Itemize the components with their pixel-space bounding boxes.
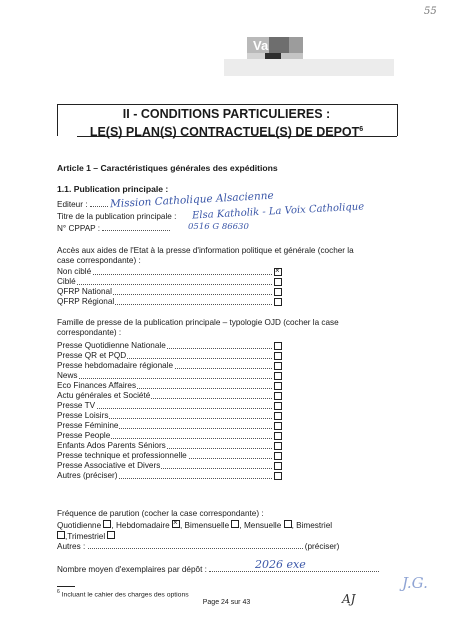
freq-quotidienne-label: Quotidienne — [57, 521, 102, 530]
aides-option-label: Ciblé — [57, 277, 76, 286]
aides-option-checkbox[interactable] — [274, 278, 282, 286]
corner-mark: 55 — [424, 6, 437, 17]
freq-autres-label: Autres : — [57, 542, 86, 551]
famille-option-row[interactable] — [57, 441, 282, 451]
cppap-field[interactable] — [57, 224, 170, 234]
titre-label: Titre de la publication principale : — [57, 212, 177, 221]
famille-option-row[interactable] — [57, 421, 282, 431]
editeur-value: Mission Catholique Alsacienne — [109, 189, 274, 211]
freq-bimensuelle-label: , Bimensuelle — [179, 521, 230, 530]
footnote — [57, 589, 189, 598]
famille-option-label: Eco Finances Affaires — [57, 381, 137, 390]
famille-option-row[interactable] — [57, 431, 282, 441]
famille-option-checkbox[interactable] — [274, 422, 282, 430]
famille-option-checkbox[interactable] — [274, 342, 282, 350]
frequence-line-1 — [57, 520, 332, 531]
title-line-2: LE(S) PLAN(S) CONTRACTUEL(S) DE DEPOT — [89, 125, 360, 140]
famille-option-checkbox[interactable] — [274, 372, 282, 380]
famille-option-checkbox[interactable] — [274, 402, 282, 410]
dot-leader — [57, 284, 272, 285]
famille-option-label: Presse QR et PQD — [57, 351, 127, 360]
famille-option-checkbox[interactable] — [274, 362, 282, 370]
nombre-label: Nombre moyen d'exemplaires par dépôt : — [57, 565, 207, 574]
aides-option-row[interactable] — [57, 277, 282, 287]
aides-option-label: QFRP Régional — [57, 297, 115, 306]
titre-field[interactable] — [57, 212, 176, 222]
famille-option-checkbox[interactable] — [274, 462, 282, 470]
famille-option-checkbox[interactable] — [274, 442, 282, 450]
aides-intro — [57, 246, 397, 266]
famille-option-row[interactable] — [57, 461, 282, 471]
freq-bimestriel-label: , Bimestriel — [291, 521, 333, 530]
famille-option-checkbox[interactable] — [274, 432, 282, 440]
cppap-label: N° CPPAP : — [57, 224, 101, 233]
famille-option-row[interactable] — [57, 371, 282, 381]
famille-option-checkbox[interactable] — [274, 352, 282, 360]
aides-option-checkbox[interactable] — [274, 268, 282, 276]
famille-intro-line-1: Famille de presse de la publication principale – typologie OJD (cocher la case — [57, 318, 339, 327]
famille-option-label: Presse TV — [57, 401, 96, 410]
freq-autres-suffix: (préciser) — [304, 542, 340, 551]
famille-option-label: Enfants Ados Parents Séniors — [57, 441, 166, 450]
famille-option-row[interactable] — [57, 351, 282, 361]
frequence-intro: Fréquence de parution (cocher la case correspondante) : — [57, 509, 264, 518]
page-title — [57, 107, 396, 140]
famille-option-label: Presse Quotidienne Nationale — [57, 341, 166, 350]
section-1-1-heading: 1.1. Publication principale : — [57, 184, 169, 194]
initials-right: J.G. — [402, 574, 428, 592]
famille-option-checkbox[interactable] — [274, 412, 282, 420]
famille-option-label: Presse Féminine — [57, 421, 119, 430]
famille-option-label: News — [57, 371, 78, 380]
freq-trimestriel-checkbox[interactable] — [107, 531, 115, 539]
article-1-heading: Article 1 – Caractéristiques générales des expéditions — [57, 163, 278, 173]
title-line-1: II - CONDITIONS PARTICULIERES : — [122, 107, 331, 121]
famille-option-row[interactable] — [57, 381, 282, 391]
famille-option-row[interactable] — [57, 361, 282, 371]
famille-option-row[interactable] — [57, 401, 282, 411]
frequence-autres[interactable] — [57, 542, 339, 552]
dot-leader — [57, 378, 272, 379]
aides-option-checkbox[interactable] — [274, 298, 282, 306]
aides-option-label: Non ciblé — [57, 267, 92, 276]
editeur-label: Editeur : — [57, 200, 88, 209]
logo-text-1: Va — [253, 38, 269, 53]
famille-intro-line-2: correspondante) : — [57, 328, 122, 337]
famille-option-checkbox[interactable] — [274, 392, 282, 400]
famille-option-row[interactable] — [57, 391, 282, 401]
cppap-value: 0516 G 86630 — [188, 222, 249, 232]
famille-option-row[interactable] — [57, 471, 282, 481]
freq-hebdomadaire-label: , Hebdomadaire — [111, 521, 170, 530]
famille-option-checkbox[interactable] — [274, 452, 282, 460]
footnote-rule — [57, 586, 75, 587]
famille-option-label: Presse People — [57, 431, 111, 440]
freq-mensuelle-checkbox[interactable] — [284, 520, 292, 528]
footnote-text: Incluant le cahier des charges des options — [61, 591, 189, 599]
famille-option-checkbox[interactable] — [274, 472, 282, 480]
famille-option-label: Autres (préciser) — [57, 471, 118, 480]
logo-bar — [224, 59, 394, 76]
freq-hebdomadaire-checkbox[interactable]: × — [172, 520, 180, 528]
freq-mensuelle-label: , Mensuelle — [239, 521, 282, 530]
aides-intro-line-2: case correspondante) : — [57, 256, 141, 265]
aides-option-label: QFRP National — [57, 287, 112, 296]
famille-option-label: Presse hebdomadaire régionale — [57, 361, 174, 370]
aides-option-row[interactable] — [57, 267, 282, 277]
famille-option-row[interactable] — [57, 451, 282, 461]
aides-option-checkbox[interactable] — [274, 288, 282, 296]
aides-intro-line-1: Accès aux aides de l'Etat à la presse d'information politique et générale (cocher la — [57, 246, 354, 255]
aides-option-row[interactable] — [57, 297, 282, 307]
title-footnote-ref: 6 — [359, 126, 364, 133]
famille-option-label: Presse technique et professionnelle — [57, 451, 187, 460]
footnote-number: 6 — [57, 589, 60, 595]
frequence-line-2 — [57, 531, 115, 542]
freq-trimestriel-label: ,Trimestriel — [65, 532, 106, 541]
aides-option-row[interactable] — [57, 287, 282, 297]
freq-bimestriel-checkbox[interactable] — [57, 531, 65, 539]
famille-intro — [57, 318, 397, 338]
nombre-value: 2026 exe — [255, 558, 306, 571]
nombre-field[interactable] — [57, 565, 379, 575]
famille-option-row[interactable] — [57, 341, 282, 351]
page-number: Page 24 sur 43 — [202, 599, 251, 606]
titre-value: Elsa Katholik - La Voix Catholique — [191, 201, 365, 222]
initials-signature: AJ — [342, 592, 356, 606]
famille-option-checkbox[interactable] — [274, 382, 282, 390]
famille-option-label: Presse Loisirs — [57, 411, 109, 420]
famille-option-row[interactable] — [57, 411, 282, 421]
famille-option-label: Actu générales et Société — [57, 391, 151, 400]
famille-option-label: Presse Associative et Divers — [57, 461, 161, 470]
